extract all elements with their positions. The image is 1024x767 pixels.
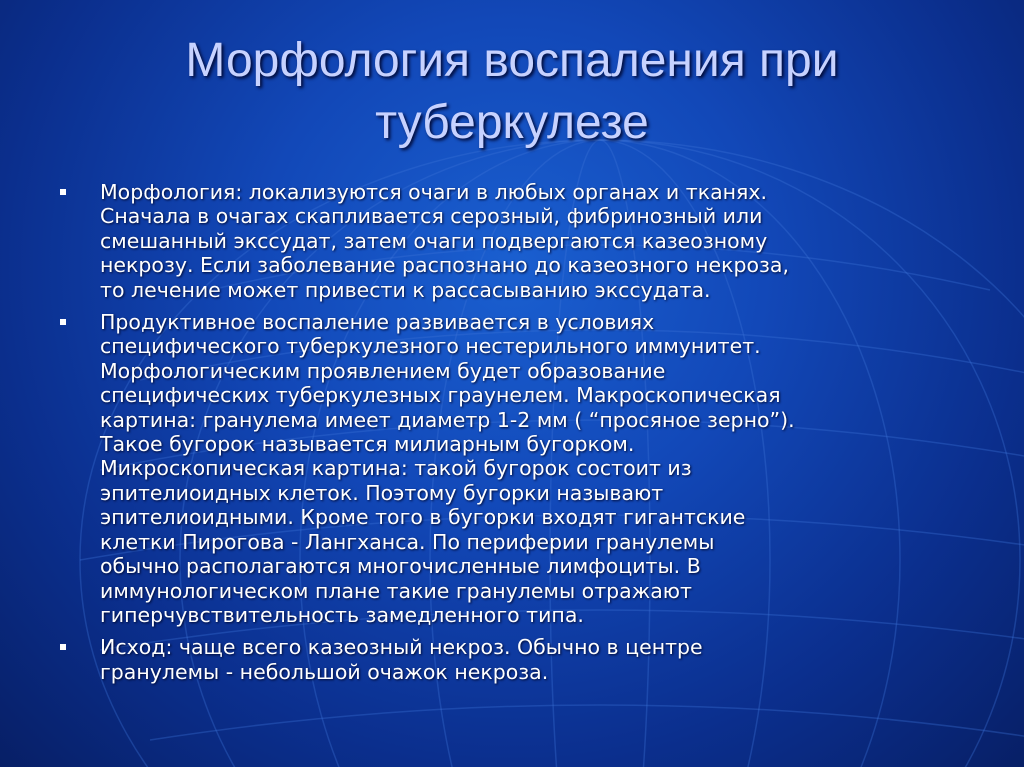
bullet-item	[58, 635, 968, 684]
bullet-text: Продуктивное воспаление развивается в условиях специфического туберкулезного нестерильного иммунитет. Морфологическим проявлением будет образование специфических туберкулезных граунелем. Макроскопическая картина: гранулема имеет диаметр 1-2 мм ( “просяное зерно”). Такое бугорок называется милиарным бугорком. Микроскопическая картина: такой бугорок состоит из эпителиоидных клеток. Поэтому бугорки называют эпителиоидными. Кроме того в бугорки входят гигантские клетки Пирогова - Лангханса. По периферии гранулемы обычно располагаются многочисленные лимфоциты. В иммунологическом плане такие гранулемы отражают гиперчувствительность замедленного типа.	[100, 310, 795, 627]
bullet-text: Морфология: локализуются очаги в любых органах и тканях. Сначала в очагах скапливается серозный, фибринозный или смешанный экссудат, затем очаги подвергаются казеозному некрозу. Если заболевание распознано до казеозного некроза, то лечение может привести к рассасыванию экссудата.	[100, 180, 790, 302]
square-bullet-icon	[60, 644, 66, 650]
slide-title: Морфология воспаления при туберкулезе	[185, 34, 839, 149]
bullet-item	[58, 180, 968, 302]
bullet-list	[58, 180, 968, 692]
square-bullet-icon	[60, 189, 66, 195]
bullet-text: Исход: чаще всего казеозный некроз. Обычно в центре гранулемы - небольшой очажок некроза.	[100, 635, 703, 684]
square-bullet-icon	[60, 319, 66, 325]
bullet-item	[58, 310, 968, 627]
